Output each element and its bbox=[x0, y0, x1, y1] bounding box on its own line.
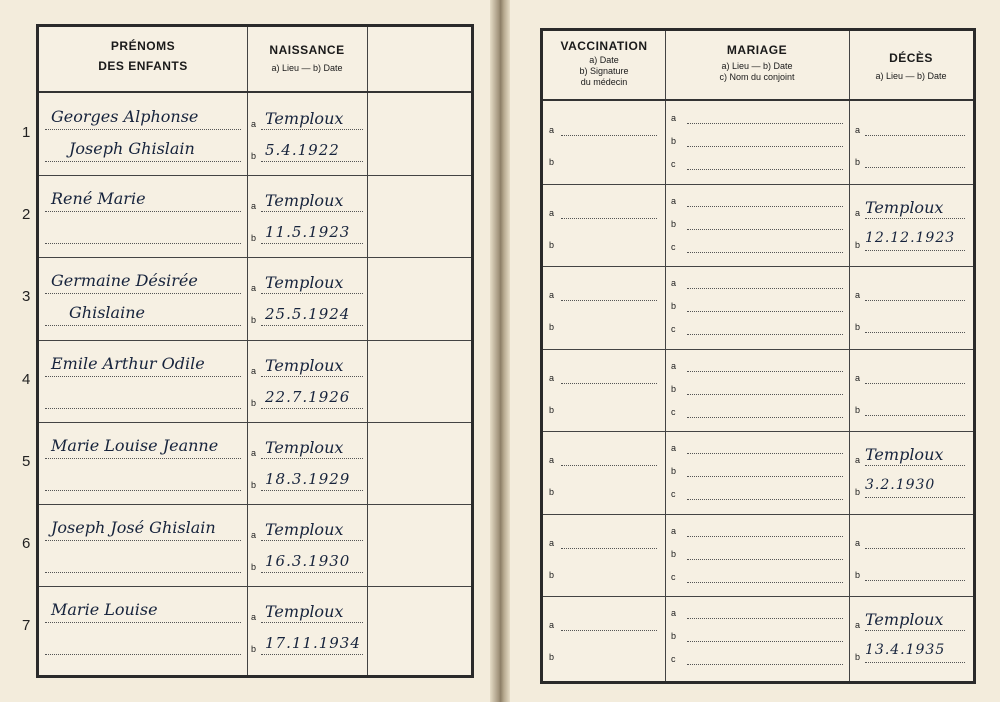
header-vaccination: VACCINATION bbox=[560, 39, 648, 53]
mar-label-b: b bbox=[671, 631, 677, 641]
vacc-line bbox=[561, 465, 657, 466]
child-name-line2: Joseph Ghislain bbox=[69, 139, 195, 158]
child-name-line1: Germaine Désirée bbox=[51, 271, 198, 291]
name-line bbox=[45, 622, 241, 623]
date-line bbox=[261, 243, 363, 244]
row-divider bbox=[39, 504, 471, 505]
birth-place: Temploux bbox=[265, 355, 344, 375]
vacc-label-a: a bbox=[549, 207, 555, 218]
date-line bbox=[261, 408, 363, 409]
header-prenoms: PRÉNOMS bbox=[110, 39, 176, 53]
deces-label-a: a bbox=[855, 207, 861, 218]
row-divider bbox=[543, 431, 973, 432]
death-place: Temploux bbox=[865, 197, 944, 217]
mar-line bbox=[687, 252, 843, 253]
death-place: Temploux bbox=[865, 610, 944, 629]
deces-date-line bbox=[865, 580, 965, 581]
name-line bbox=[45, 243, 241, 244]
label-a: a bbox=[251, 612, 257, 623]
vacc-label-a: a bbox=[549, 290, 555, 300]
label-a: a bbox=[251, 283, 257, 294]
name-line bbox=[45, 572, 241, 573]
mar-line bbox=[687, 618, 843, 619]
vacc-label-a: a bbox=[549, 372, 555, 383]
mar-label-c: c bbox=[671, 654, 676, 664]
name-line bbox=[45, 408, 241, 409]
name-line bbox=[45, 293, 241, 294]
date-line bbox=[261, 161, 363, 162]
deces-place-line bbox=[865, 218, 965, 219]
mar-label-a: a bbox=[671, 278, 677, 288]
vacc-label-a: a bbox=[549, 620, 555, 630]
name-line bbox=[45, 376, 241, 377]
label-a: a bbox=[251, 530, 257, 540]
mar-label-c: c bbox=[671, 241, 676, 252]
name-line bbox=[45, 325, 241, 326]
deces-label-b: b bbox=[855, 239, 861, 250]
label-a: a bbox=[251, 119, 257, 129]
mar-label-a: a bbox=[671, 360, 677, 371]
mar-label-c: c bbox=[671, 324, 676, 334]
deces-place-line bbox=[865, 383, 965, 384]
date-line bbox=[261, 325, 363, 326]
deces-date-line bbox=[865, 167, 965, 168]
vacc-label-b: b bbox=[549, 487, 555, 497]
mar-line bbox=[687, 146, 843, 147]
label-b: b bbox=[251, 562, 257, 572]
birth-date: 18.3.1929 bbox=[265, 469, 351, 488]
deces-place-line bbox=[865, 630, 965, 631]
death-date: 12.12.1923 bbox=[865, 229, 956, 246]
row-divider bbox=[39, 340, 471, 341]
mar-line bbox=[687, 664, 843, 665]
deces-label-a: a bbox=[855, 125, 861, 135]
header-vacc-sub3: du médecin bbox=[580, 77, 628, 87]
row-divider bbox=[543, 266, 973, 267]
child-name-line2: Ghislaine bbox=[69, 303, 145, 323]
mar-line bbox=[687, 499, 843, 500]
name-line bbox=[45, 211, 241, 212]
place-line bbox=[261, 211, 363, 212]
vacc-label-b: b bbox=[549, 157, 555, 167]
row-divider bbox=[543, 184, 973, 185]
vacc-line bbox=[561, 218, 657, 219]
birth-place: Temploux bbox=[265, 602, 344, 622]
date-line bbox=[261, 490, 363, 491]
mar-line bbox=[687, 206, 843, 207]
vacc-label-b: b bbox=[549, 569, 555, 580]
deces-date-line bbox=[865, 250, 965, 251]
mar-label-b: b bbox=[671, 548, 677, 559]
deces-label-b: b bbox=[855, 157, 861, 167]
vaccination-marriage-death-table bbox=[540, 28, 976, 684]
mar-line bbox=[687, 169, 843, 170]
mar-line bbox=[687, 417, 843, 418]
vacc-label-b: b bbox=[549, 652, 555, 662]
vacc-line bbox=[561, 548, 657, 549]
row-number: 4 bbox=[22, 370, 31, 388]
name-line bbox=[45, 161, 241, 162]
label-b: b bbox=[251, 315, 257, 326]
mar-label-a: a bbox=[671, 608, 677, 618]
vacc-label-a: a bbox=[549, 125, 555, 135]
deces-label-b: b bbox=[855, 404, 861, 415]
birth-place: Temploux bbox=[265, 191, 344, 211]
place-line bbox=[261, 129, 363, 130]
mar-label-b: b bbox=[671, 136, 677, 146]
birth-date: 22.7.1926 bbox=[265, 387, 351, 406]
deces-place-line bbox=[865, 135, 965, 136]
mar-line bbox=[687, 288, 843, 289]
row-divider bbox=[39, 175, 471, 176]
place-line bbox=[261, 622, 363, 623]
birth-place: Temploux bbox=[265, 273, 344, 293]
date-line bbox=[261, 572, 363, 573]
row-number: 5 bbox=[22, 452, 31, 470]
date-line bbox=[261, 654, 363, 655]
header-vacc-sub2: b) Signature bbox=[579, 66, 629, 76]
deces-label-a: a bbox=[855, 372, 861, 383]
birth-date: 17.11.1934 bbox=[265, 634, 361, 653]
header-vacc-sub1: a) Date bbox=[589, 55, 619, 65]
birth-date: 11.5.1923 bbox=[265, 223, 351, 242]
header-des-enfants: DES ENFANTS bbox=[98, 59, 188, 73]
vacc-line bbox=[561, 135, 657, 136]
row-divider bbox=[543, 349, 973, 350]
vacc-line bbox=[561, 383, 657, 384]
row-divider bbox=[543, 596, 973, 597]
vacc-label-b: b bbox=[549, 404, 555, 415]
child-name-line1: Emile Arthur Odile bbox=[51, 353, 205, 373]
child-name-line1: Marie Louise Jeanne bbox=[51, 435, 219, 455]
deces-date-line bbox=[865, 662, 965, 663]
label-a: a bbox=[251, 447, 257, 458]
vacc-label-b: b bbox=[549, 322, 555, 332]
header-mariage: MARIAGE bbox=[726, 43, 788, 57]
deces-place-line bbox=[865, 465, 965, 466]
deces-label-b: b bbox=[855, 652, 861, 662]
deces-place-line bbox=[865, 548, 965, 549]
label-b: b bbox=[251, 397, 257, 408]
row-number: 1 bbox=[22, 124, 31, 141]
mar-line bbox=[687, 476, 843, 477]
birth-date: 16.3.1930 bbox=[265, 552, 351, 570]
deces-date-line bbox=[865, 415, 965, 416]
birth-date: 5.4.1922 bbox=[265, 141, 340, 159]
mar-line bbox=[687, 334, 843, 335]
mar-line bbox=[687, 559, 843, 560]
mar-label-a: a bbox=[671, 113, 677, 123]
mar-line bbox=[687, 394, 843, 395]
mar-line bbox=[687, 311, 843, 312]
deces-label-a: a bbox=[855, 290, 861, 300]
mar-line bbox=[687, 453, 843, 454]
mar-label-a: a bbox=[671, 443, 677, 453]
mar-line bbox=[687, 229, 843, 230]
row-divider bbox=[543, 514, 973, 515]
birth-place: Temploux bbox=[265, 520, 344, 539]
mar-line bbox=[687, 582, 843, 583]
row-number: 6 bbox=[22, 535, 31, 552]
mar-label-b: b bbox=[671, 218, 677, 229]
child-name-line1: Marie Louise bbox=[51, 600, 158, 620]
name-line bbox=[45, 458, 241, 459]
birth-place: Temploux bbox=[265, 437, 344, 457]
deces-label-b: b bbox=[855, 569, 861, 580]
row-divider bbox=[39, 422, 471, 423]
mar-line bbox=[687, 536, 843, 537]
label-b: b bbox=[251, 151, 257, 161]
mar-label-a: a bbox=[671, 195, 677, 206]
vacc-line bbox=[561, 300, 657, 301]
row-divider bbox=[39, 257, 471, 258]
mar-label-c: c bbox=[671, 571, 676, 582]
birth-place: Temploux bbox=[265, 109, 344, 128]
label-a: a bbox=[251, 201, 257, 212]
mar-line bbox=[687, 371, 843, 372]
label-a: a bbox=[251, 365, 257, 376]
vacc-line bbox=[561, 630, 657, 631]
death-date: 3.2.1930 bbox=[865, 477, 936, 493]
child-name-line1: René Marie bbox=[51, 189, 146, 209]
deces-date-line bbox=[865, 332, 965, 333]
deces-label-a: a bbox=[855, 455, 861, 465]
mar-label-b: b bbox=[671, 383, 677, 394]
deces-label-b: b bbox=[855, 487, 861, 497]
vacc-label-a: a bbox=[549, 455, 555, 465]
name-line bbox=[45, 654, 241, 655]
mar-line bbox=[687, 641, 843, 642]
vacc-label-b: b bbox=[549, 239, 555, 250]
deces-label-a: a bbox=[855, 537, 861, 548]
vacc-label-a: a bbox=[549, 537, 555, 548]
place-line bbox=[261, 376, 363, 377]
place-line bbox=[261, 293, 363, 294]
name-line bbox=[45, 129, 241, 130]
header-mar-sub1: a) Lieu — b) Date bbox=[721, 61, 793, 71]
children-birth-table bbox=[36, 24, 474, 678]
deces-label-b: b bbox=[855, 322, 861, 332]
header-deces: DÉCÈS bbox=[889, 51, 933, 65]
death-place: Temploux bbox=[865, 445, 944, 464]
mar-label-b: b bbox=[671, 301, 677, 311]
name-line bbox=[45, 490, 241, 491]
mar-label-b: b bbox=[671, 466, 677, 476]
mar-line bbox=[687, 123, 843, 124]
header-naissance: NAISSANCE bbox=[269, 43, 345, 57]
row-number: 3 bbox=[22, 288, 31, 306]
mar-label-c: c bbox=[671, 159, 676, 169]
mar-label-a: a bbox=[671, 525, 677, 536]
label-b: b bbox=[251, 479, 257, 490]
row-number: 2 bbox=[22, 206, 31, 224]
header-deces-sub: a) Lieu — b) Date bbox=[875, 71, 947, 81]
mar-label-c: c bbox=[671, 489, 676, 499]
mar-label-c: c bbox=[671, 406, 676, 417]
label-b: b bbox=[251, 233, 257, 244]
row-number: 7 bbox=[22, 617, 31, 635]
place-line bbox=[261, 458, 363, 459]
label-b: b bbox=[251, 644, 257, 655]
deces-place-line bbox=[865, 300, 965, 301]
death-date: 13.4.1935 bbox=[865, 642, 946, 658]
header-naissance-sub: a) Lieu — b) Date bbox=[271, 63, 343, 73]
book-gutter bbox=[490, 0, 510, 702]
deces-date-line bbox=[865, 497, 965, 498]
row-divider bbox=[39, 586, 471, 587]
child-name-line1: Joseph José Ghislain bbox=[51, 518, 216, 537]
name-line bbox=[45, 540, 241, 541]
birth-date: 25.5.1924 bbox=[265, 305, 351, 324]
deces-label-a: a bbox=[855, 620, 861, 630]
child-name-line1: Georges Alphonse bbox=[51, 107, 199, 126]
header-mar-sub2: c) Nom du conjoint bbox=[719, 72, 795, 82]
place-line bbox=[261, 540, 363, 541]
